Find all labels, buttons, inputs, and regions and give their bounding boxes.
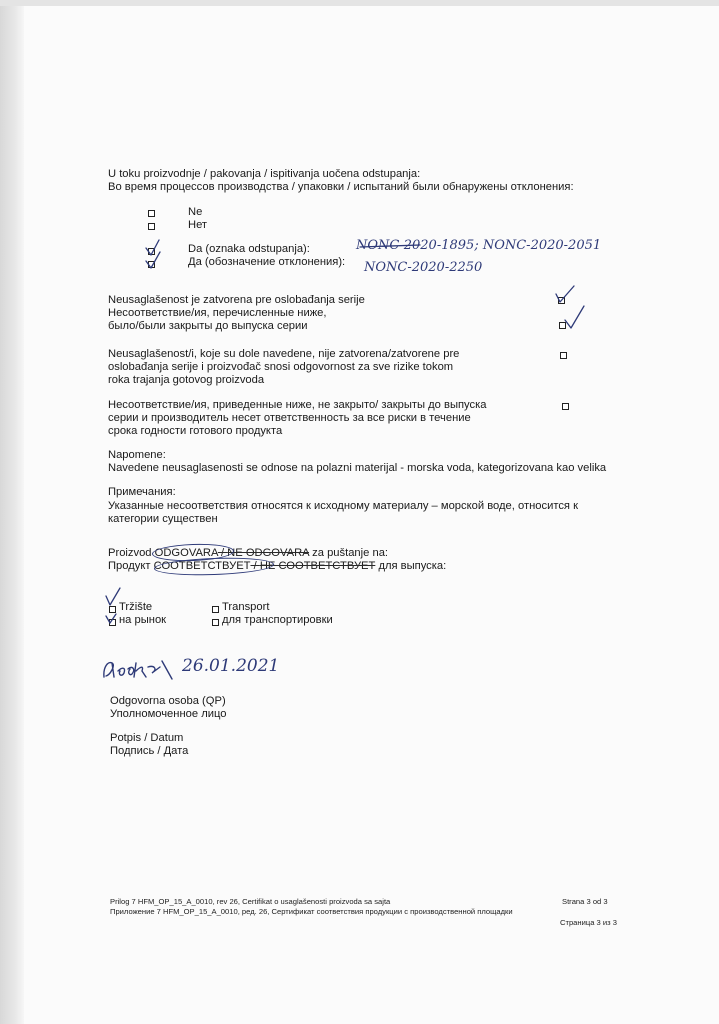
transport-label-sr: Transport [222, 601, 270, 613]
conformity-prefix-sr: Proizvod [108, 547, 155, 559]
conformity-slash-sr: / [217, 547, 228, 559]
footer-line-sr: Prilog 7 HFM_OP_15_A_0010, rev 26, Certifikat o usaglašenosti proizvoda sa sajta [110, 897, 391, 906]
yes-label-sr: Da (oznaka odstupanja): [188, 243, 310, 255]
closed-checkbox-sr[interactable] [558, 297, 565, 304]
not-closed-line-sr-1: Neusaglašenost/i, koje su dole navedene, nije zatvorena/zatvorene pre [108, 348, 460, 360]
not-closed-line-sr-2: oslobađanja serije i proizvođač snosi odgovornost za sve rizike tokom [108, 361, 454, 373]
closed-line-ru-2: было/были закрыты до выпуска серии [108, 320, 308, 332]
handwritten-deviation-refs [356, 238, 601, 253]
deviations-heading-sr: U toku proizvodnje / pakovanja / ispitivanja uočena odstupanja: [108, 168, 421, 180]
not-closed-line-ru-1: Несоответствие/ия, приведенные ниже, не закрыто/ закрыты до выпуска [108, 399, 487, 411]
conformity-slash-ru: / [250, 560, 260, 572]
transport-label-ru: для транспортировки [222, 614, 333, 626]
scan-shadow-left [0, 0, 24, 1024]
no-label-sr: Ne [188, 206, 203, 218]
not-closed-line-sr-3: roka trajanja gotovog proizvoda [108, 374, 265, 386]
yes-label-ru: Да (обозначение отклонения): [188, 256, 346, 268]
qp-label-sr: Odgovorna osoba (QP) [110, 695, 226, 707]
handwritten-signature [100, 655, 180, 685]
notes-text-ru-1: Указанные несоответствия относятся к исходному материалу – морской воде, относится к [108, 500, 578, 512]
deviation-ref-1: NONC-2020-1895 [356, 238, 475, 253]
notes-label-ru: Примечания: [108, 486, 176, 498]
no-label-ru: Нет [188, 219, 208, 231]
signature-label-ru: Подпись / Дата [110, 745, 189, 757]
market-checkbox-ru[interactable] [109, 619, 116, 626]
closed-line-sr: Neusaglašenost je zatvorena pre oslobađanja serije [108, 294, 365, 306]
deviations-heading-ru: Во время процессов производства / упаковки / испытаний были обнаружены отклонения: [108, 181, 574, 193]
no-checkbox[interactable] [148, 210, 155, 217]
no-checkbox-ru[interactable] [148, 223, 155, 230]
checkmark-market-sr [106, 588, 120, 605]
transport-checkbox-ru[interactable] [212, 619, 219, 626]
transport-checkbox-sr[interactable] [212, 606, 219, 613]
footer-line-ru: Приложение 7 HFM_OP_15_A_0010, ред. 26, Сертификат соответствия продукции с производственной площадки [110, 907, 513, 916]
conformity-option-no-ru: НЕ СООТВЕТСТВУЕТ [259, 560, 376, 572]
notes-label-sr: Napomene: [108, 449, 166, 461]
qp-label-ru: Уполномоченное лицо [110, 708, 227, 720]
not-closed-checkbox-sr[interactable] [560, 352, 567, 359]
yes-checkbox-ru[interactable] [148, 261, 155, 268]
market-label-sr: Tržište [119, 601, 153, 613]
scan-shadow-top [0, 0, 719, 6]
conformity-suffix-sr: za puštanje na: [309, 547, 389, 559]
footer-page-sr: Strana 3 od 3 [562, 897, 608, 906]
not-closed-line-ru-3: срока годности готового продукта [108, 425, 283, 437]
not-closed-line-ru-2: серии и производитель несет ответственность за все риски в течение [108, 412, 471, 424]
conformity-option-yes-sr: ODGOVARA [154, 547, 218, 559]
yes-checkbox[interactable] [148, 248, 155, 255]
checkmark-closed-ru [565, 306, 584, 328]
footer-page-ru: Страница 3 из 3 [560, 918, 617, 927]
conformity-suffix-ru: для выпуска: [375, 560, 447, 572]
deviation-ref-3: NONC-2020-2250 [364, 260, 483, 275]
notes-text-ru-2: категории существен [108, 513, 218, 525]
deviation-ref-separator: ; [474, 238, 483, 253]
handwritten-date: 26.01.2021 [182, 656, 280, 676]
notes-text-sr: Navedene neusaglasenosti se odnose na polazni materijal - morska voda, kategorizovana kao velika [108, 462, 607, 474]
conformity-prefix-ru: Продукт [108, 560, 154, 572]
closed-line-ru-1: Несоответствие/ия, перечисленные ниже, [108, 307, 327, 319]
closed-checkbox-ru[interactable] [559, 322, 566, 329]
conformity-option-yes-ru: СООТВЕТСТВУЕТ [153, 560, 251, 572]
conformity-option-no-sr: NE ODGOVARA [227, 547, 310, 559]
market-label-ru: на рынок [119, 614, 167, 626]
not-closed-checkbox-ru[interactable] [562, 403, 569, 410]
deviation-ref-2: NONC-2020-2051 [482, 238, 602, 253]
market-checkbox-sr[interactable] [109, 606, 116, 613]
signature-label-sr: Potpis / Datum [110, 732, 184, 744]
